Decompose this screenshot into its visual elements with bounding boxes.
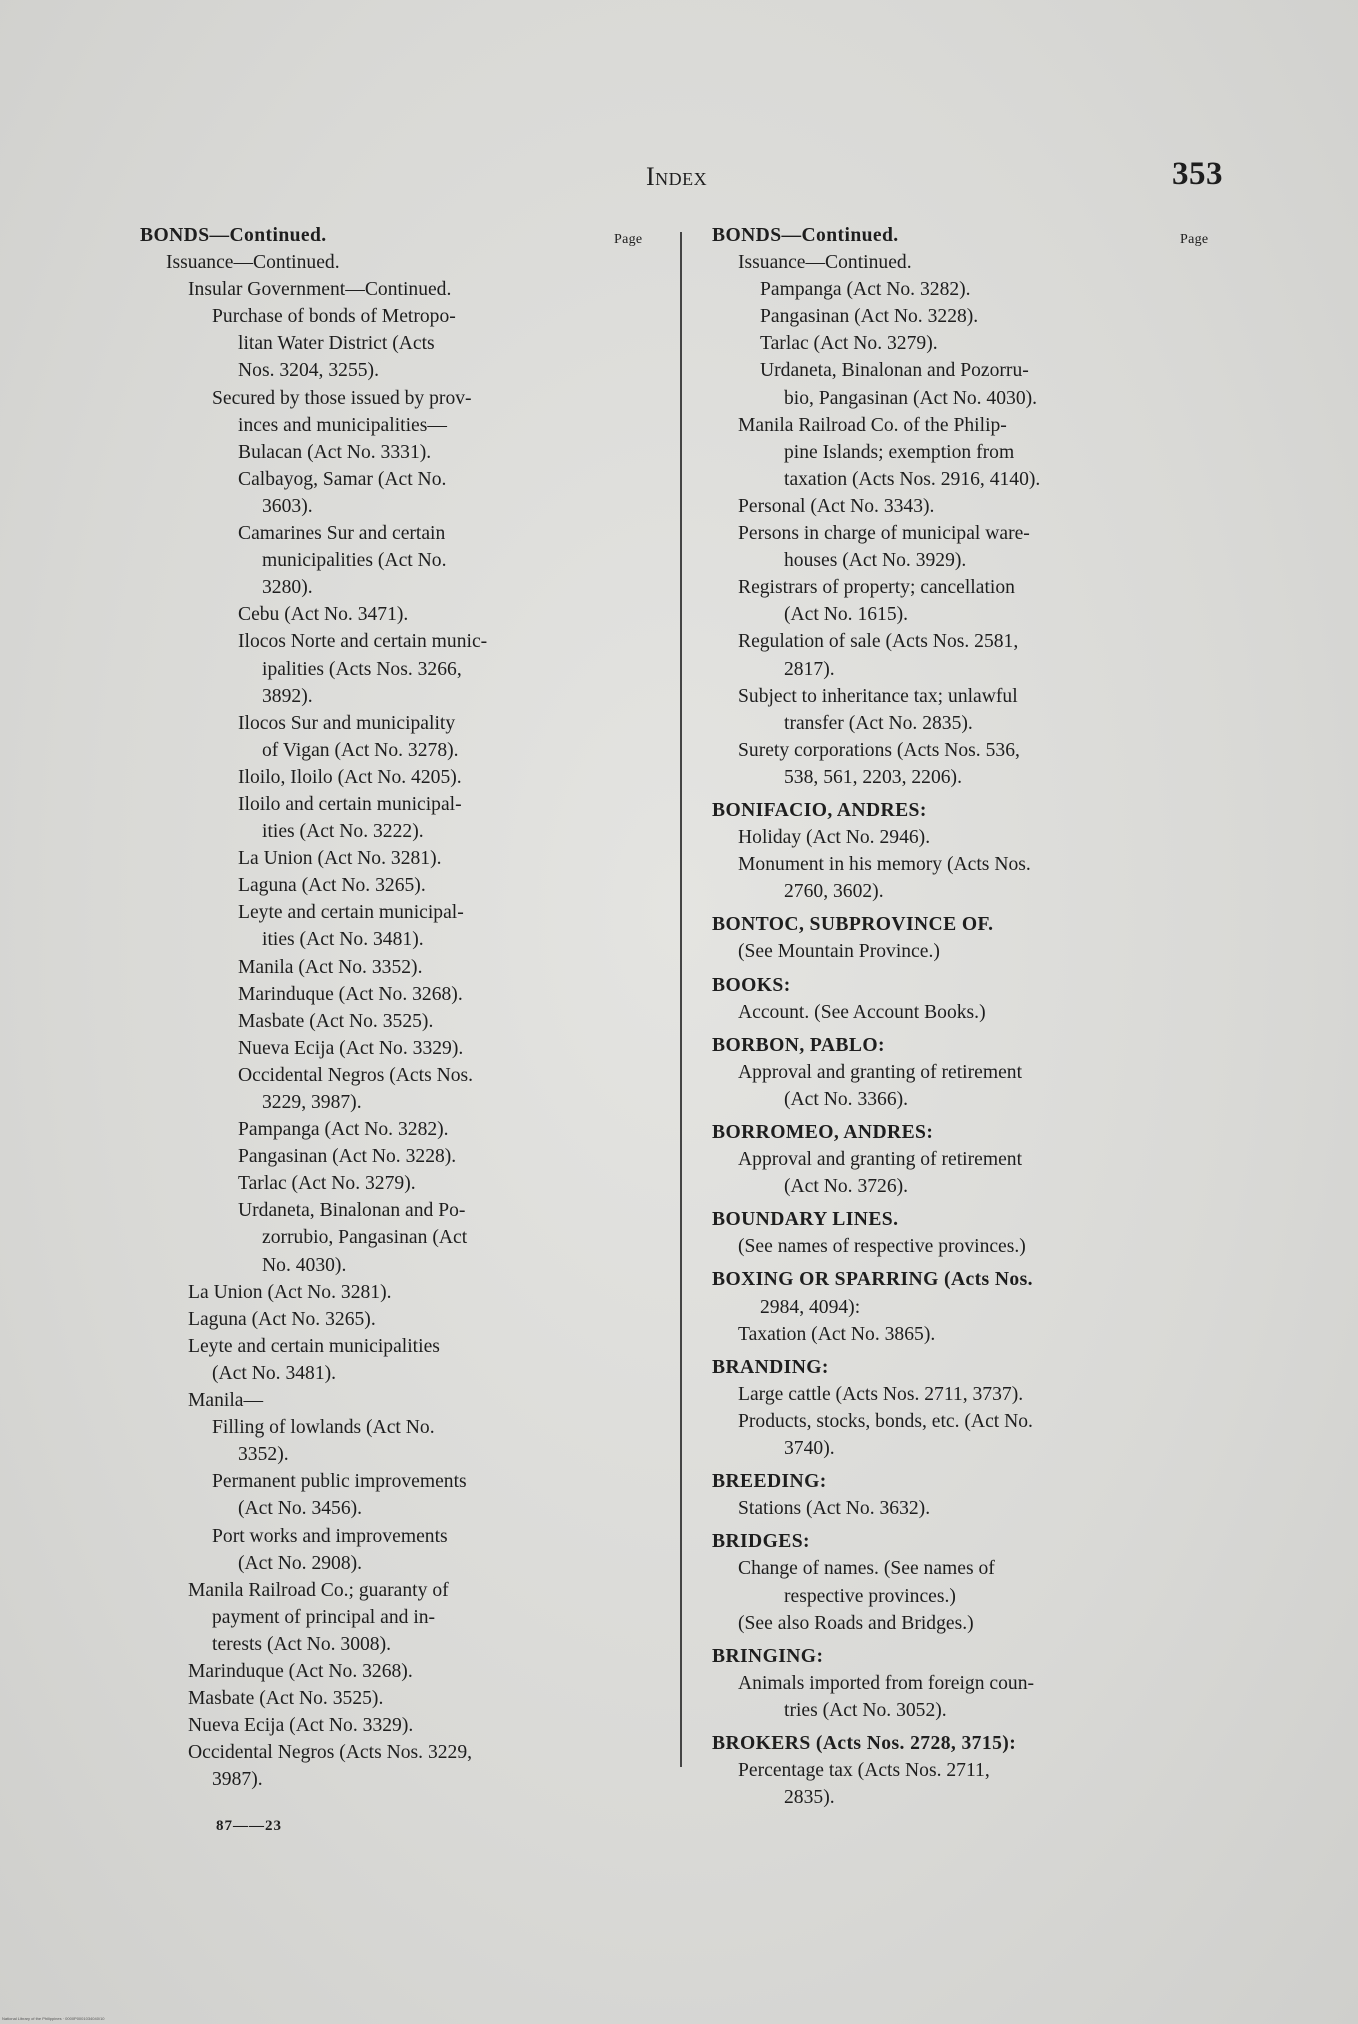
index-entry: Occidental Negros (Acts Nos. 3229, xyxy=(188,1742,473,1764)
index-entry: Insular Government—Continued. xyxy=(188,279,452,301)
index-heading: BOXING OR SPARRING (Acts Nos. xyxy=(712,1269,1033,1291)
index-entry: Permanent public improvements xyxy=(212,1471,467,1493)
index-entry: (Act No. 3726). xyxy=(784,1176,909,1198)
index-heading: BONDS—Continued. xyxy=(140,225,327,246)
index-heading: BREEDING: xyxy=(712,1471,827,1493)
index-entry: Nueva Ecija (Act No. 3329). xyxy=(238,1037,464,1059)
index-entry: litan Water District (Acts xyxy=(238,333,435,355)
index-entry: (Act No. 1615). xyxy=(784,604,909,626)
index-entry: 538, 561, 2203, 2206). xyxy=(784,766,962,788)
index-entry: Purchase of bonds of Metropo- xyxy=(212,306,456,328)
index-entry: 3892). xyxy=(262,685,313,707)
index-entry: Pampanga (Act No. 3282). xyxy=(760,279,971,301)
index-entry: (Act No. 3456). xyxy=(238,1498,363,1520)
index-column-left xyxy=(140,222,660,1793)
index-entry: Calbayog, Samar (Act No. xyxy=(238,468,447,490)
index-entry: Masbate (Act No. 3525). xyxy=(188,1688,384,1710)
index-heading: BONIFACIO, ANDRES: xyxy=(712,799,927,821)
index-entry: Tarlac (Act No. 3279). xyxy=(238,1173,416,1195)
index-entry: Tarlac (Act No. 3279). xyxy=(760,333,938,355)
index-entry: Approval and granting of retirement xyxy=(738,1149,1023,1171)
scan-credit: National Library of the Philippines · 0000P0001034040/10 xyxy=(2,2016,105,2021)
index-entry: Urdaneta, Binalonan and Pozorru- xyxy=(760,360,1029,382)
index-heading: BORROMEO, ANDRES: xyxy=(712,1122,934,1143)
index-entry: Stations (Act No. 3632). xyxy=(738,1498,931,1520)
index-entry: 3352). xyxy=(238,1444,289,1466)
index-heading: BOUNDARY LINES. xyxy=(712,1209,899,1231)
index-entry: Secured by those issued by prov- xyxy=(212,387,472,409)
index-entry: taxation (Acts Nos. 2916, 4140). xyxy=(784,468,1041,490)
index-entry: ipalities (Acts Nos. 3266, xyxy=(262,658,462,680)
index-entry: Marinduque (Act No. 3268). xyxy=(188,1660,413,1682)
index-entry: La Union (Act No. 3281). xyxy=(188,1281,392,1303)
index-entry: Iloilo, Iloilo (Act No. 4205). xyxy=(238,766,462,788)
index-entry: Filling of lowlands (Act No. xyxy=(212,1417,435,1439)
index-column-right xyxy=(712,222,1232,1811)
index-heading: BONTOC, SUBPROVINCE OF. xyxy=(712,914,994,936)
index-entry: 3229, 3987). xyxy=(262,1092,362,1113)
page-column-label-left: Page xyxy=(614,232,643,247)
index-entry: transfer (Act No. 2835). xyxy=(784,712,973,734)
index-entry: Masbate (Act No. 3525). xyxy=(238,1010,434,1032)
index-entry: zorrubio, Pangasinan (Act xyxy=(262,1227,468,1249)
index-entry: Bulacan (Act No. 3331). xyxy=(238,441,432,463)
index-entry: (Act No. 3481). xyxy=(212,1362,337,1384)
index-entry: Regulation of sale (Acts Nos. 2581, xyxy=(738,631,1019,653)
index-entry: Nos. 3204, 3255). xyxy=(238,360,379,382)
index-entry: No. 4030). xyxy=(262,1254,347,1276)
index-entry: Occidental Negros (Acts Nos. xyxy=(238,1064,474,1086)
index-entry: La Union (Act No. 3281). xyxy=(238,848,442,870)
index-entry: ities (Act No. 3481). xyxy=(262,929,424,951)
index-entry: Subject to inheritance tax; unlawful xyxy=(738,685,1018,707)
index-entry: Iloilo and certain municipal- xyxy=(238,793,462,815)
index-entry: Laguna (Act No. 3265). xyxy=(188,1308,376,1330)
index-entry: 2835). xyxy=(784,1787,835,1809)
index-entry: ities (Act No. 3222). xyxy=(262,821,424,843)
index-entry: Holiday (Act No. 2946). xyxy=(738,827,931,849)
index-entry: bio, Pangasinan (Act No. 4030). xyxy=(784,387,1038,409)
index-entry: Issuance—Continued. xyxy=(166,252,340,274)
index-entry: Urdaneta, Binalonan and Po- xyxy=(238,1200,466,1222)
index-entry: Leyte and certain municipalities xyxy=(188,1335,440,1357)
index-entry: Port works and improvements xyxy=(212,1525,448,1547)
index-entry: (Act No. 3366). xyxy=(784,1088,909,1110)
index-entry: Percentage tax (Acts Nos. 2711, xyxy=(738,1760,990,1782)
index-heading: BRANDING: xyxy=(712,1356,829,1378)
index-entry: pine Islands; exemption from xyxy=(784,441,1015,463)
index-entry: Animals imported from foreign coun- xyxy=(738,1672,1035,1694)
index-entry: 2984, 4094): xyxy=(760,1296,861,1318)
index-entry: of Vigan (Act No. 3278). xyxy=(262,739,459,761)
index-heading: BROKERS (Acts Nos. 2728, 3715): xyxy=(712,1732,1017,1754)
index-heading: BRINGING: xyxy=(712,1645,824,1667)
index-entry: respective provinces.) xyxy=(784,1585,956,1607)
index-entry: municipalities (Act No. xyxy=(262,550,447,572)
index-entry: Account. (See Account Books.) xyxy=(738,1001,986,1023)
page-title: Index xyxy=(646,162,708,191)
index-heading: BRIDGES: xyxy=(712,1531,810,1553)
page-number: 353 xyxy=(1172,156,1223,192)
index-entry: Registrars of property; cancellation xyxy=(738,577,1015,599)
index-entry: Issuance—Continued. xyxy=(738,252,912,274)
index-entry: Taxation (Act No. 3865). xyxy=(738,1323,936,1345)
index-entry: (See also Roads and Bridges.) xyxy=(738,1612,974,1634)
index-entry: Pangasinan (Act No. 3228). xyxy=(238,1146,457,1168)
index-entry: Products, stocks, bonds, etc. (Act No. xyxy=(738,1410,1033,1432)
page-column-label-right: Page xyxy=(1180,232,1209,247)
index-entry: Nueva Ecija (Act No. 3329). xyxy=(188,1715,414,1737)
index-entry: 2760, 3602). xyxy=(784,881,884,903)
index-entry: Approval and granting of retirement xyxy=(738,1061,1023,1083)
index-entry: Surety corporations (Acts Nos. 536, xyxy=(738,739,1020,761)
index-entry: houses (Act No. 3929). xyxy=(784,550,967,572)
index-entry: Manila (Act No. 3352). xyxy=(238,956,423,978)
index-entry: Cebu (Act No. 3471). xyxy=(238,604,409,626)
index-entry: Ilocos Sur and municipality xyxy=(238,712,456,734)
index-heading: BONDS—Continued. xyxy=(712,225,899,246)
index-entry: (Act No. 2908). xyxy=(238,1552,363,1574)
index-entry: Pangasinan (Act No. 3228). xyxy=(760,306,979,328)
index-entry: Marinduque (Act No. 3268). xyxy=(238,983,463,1005)
index-entry: 3987). xyxy=(212,1769,263,1791)
index-entry: Ilocos Norte and certain munic- xyxy=(238,631,488,653)
index-entry: Manila— xyxy=(188,1390,264,1412)
index-entry: (See names of respective provinces.) xyxy=(738,1236,1026,1258)
index-entry: Laguna (Act No. 3265). xyxy=(238,875,426,897)
index-entry: Leyte and certain municipal- xyxy=(238,902,464,924)
index-entry: 2817). xyxy=(784,658,835,680)
index-entry: 3603). xyxy=(262,495,313,517)
index-entry: Change of names. (See names of xyxy=(738,1558,995,1580)
index-heading: BOOKS: xyxy=(712,974,791,996)
index-heading: BORBON, PABLO: xyxy=(712,1034,885,1056)
index-entry: Personal (Act No. 3343). xyxy=(738,495,935,517)
index-entry: payment of principal and in- xyxy=(212,1606,436,1628)
index-entry: Pampanga (Act No. 3282). xyxy=(238,1119,449,1141)
index-entry: terests (Act No. 3008). xyxy=(212,1633,392,1655)
index-entry: tries (Act No. 3052). xyxy=(784,1699,947,1721)
column-divider xyxy=(680,232,682,1767)
index-entry: 3740). xyxy=(784,1438,835,1460)
printer-signature-mark: 87——23 xyxy=(216,1818,282,1834)
index-entry: Manila Railroad Co.; guaranty of xyxy=(188,1579,449,1601)
index-entry: Manila Railroad Co. of the Philip- xyxy=(738,414,1007,436)
index-entry: 3280). xyxy=(262,577,313,599)
index-entry: inces and municipalities— xyxy=(238,414,447,436)
index-entry: Persons in charge of municipal ware- xyxy=(738,523,1030,545)
index-entry: Camarines Sur and certain xyxy=(238,523,446,545)
index-entry: (See Mountain Province.) xyxy=(738,941,940,963)
index-entry: Monument in his memory (Acts Nos. xyxy=(738,854,1031,876)
index-entry: Large cattle (Acts Nos. 2711, 3737). xyxy=(738,1383,1024,1405)
